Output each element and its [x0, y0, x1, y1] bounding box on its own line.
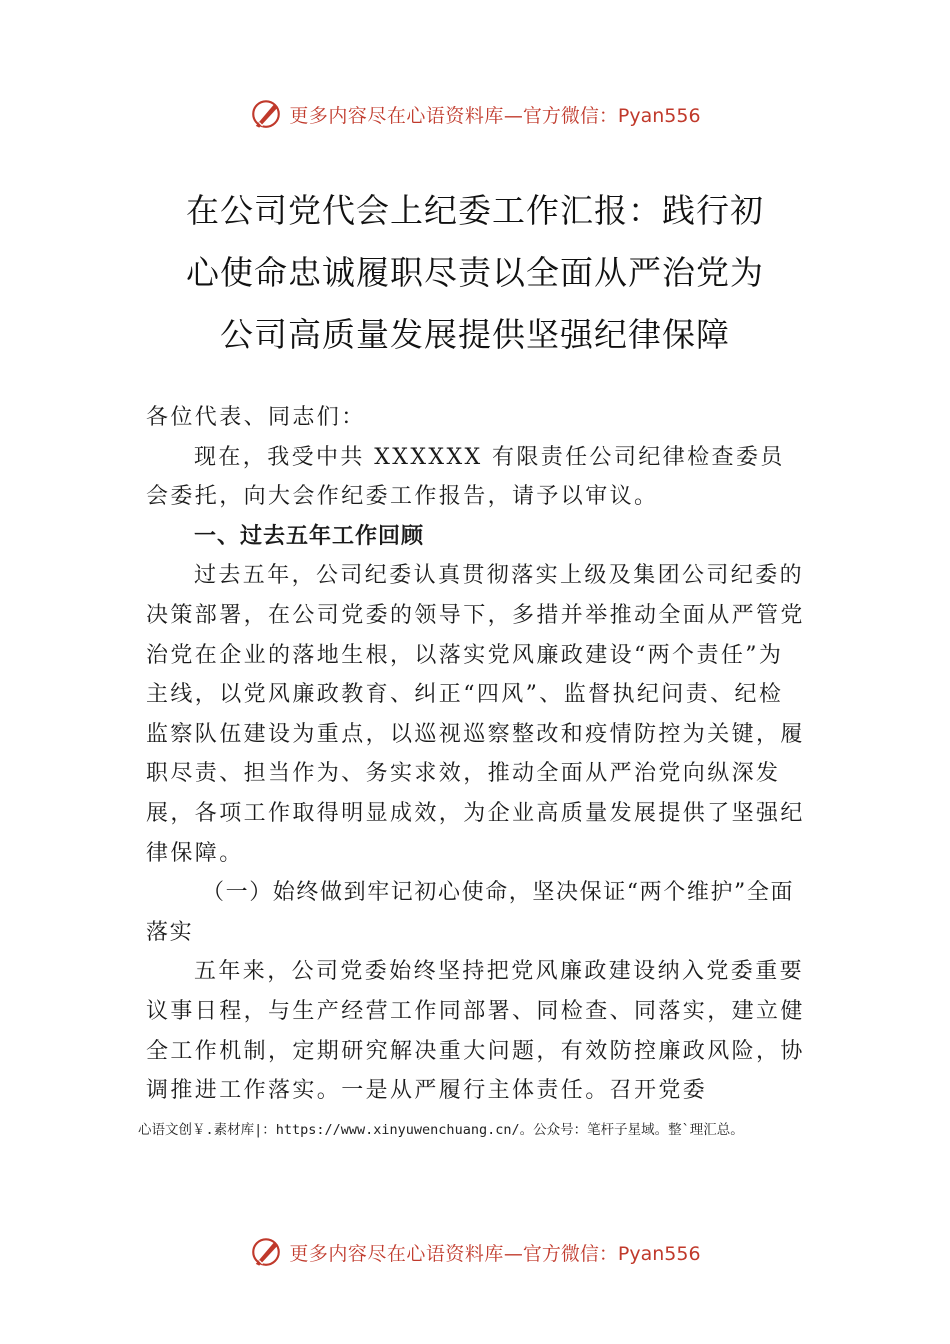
banner-title: 更多内容尽在心语资料库	[289, 1242, 504, 1265]
section-heading: 一、过去五年工作回顾	[194, 523, 425, 549]
document-body	[146, 398, 806, 1111]
section-paragraph: 过去五年，公司纪委认真贯彻落实上级及集团公司纪委的决策部署，在公司党委的领导下，多措并举推动全面从严管党治党在企业的落地生根，以落实党风廉政建设“两个责任”为主线，以党风廉政教育、纠正“四风”、监督执纪问责、纪检监察队伍建设为重点，以巡视巡察整改和疫情防控为关键，履职尽责、担当作为、务实求效，推动全面从严治党向纵深发展，各项工作取得明显成效，为企业高质量发展提供了坚强纪律保障。	[146, 563, 805, 866]
subsection-heading: （一）始终做到牢记初心使命，坚决保证“两个维护”全面落实	[146, 880, 795, 945]
title-line-3: 公司高质量发展提供坚强纪律保障	[220, 315, 730, 354]
source-footnote: 心语文创￥.素材库|：https://www.xinyuwenchuang.cn/。公众号：笔杆子星域。整`理汇总。	[138, 1122, 744, 1138]
intro-paragraph: 现在，我受中共 XXXXXX 有限责任公司纪律检查委员会委托，向大会作纪委工作报告，请予以审议。	[146, 444, 785, 510]
salutation: 各位代表、同志们：	[146, 405, 366, 430]
banner-title: 更多内容尽在心语资料库	[289, 104, 504, 127]
banner-wechat: —官方微信：Pyan556	[503, 1242, 701, 1265]
footer-banner	[0, 1232, 950, 1272]
subsection-paragraph: 五年来，公司党委始终坚持把党风廉政建设纳入党委重要议事日程，与生产经营工作同部署、同检查、同落实，建立健全工作机制，定期研究解决重大问题，有效防控廉政风险，协调推进工作落实。一是从严履行主体责任。召开党委	[146, 959, 805, 1104]
title-line-2: 心使命忠诚履职尽责以全面从严治党为	[186, 253, 764, 292]
pen-nib-logo-icon	[249, 1235, 283, 1269]
header-banner	[0, 94, 950, 134]
title-line-1: 在公司党代会上纪委工作汇报：践行初	[186, 191, 764, 230]
document-title	[0, 180, 950, 366]
pen-nib-logo-icon	[249, 97, 283, 131]
banner-wechat: —官方微信：Pyan556	[503, 104, 701, 127]
